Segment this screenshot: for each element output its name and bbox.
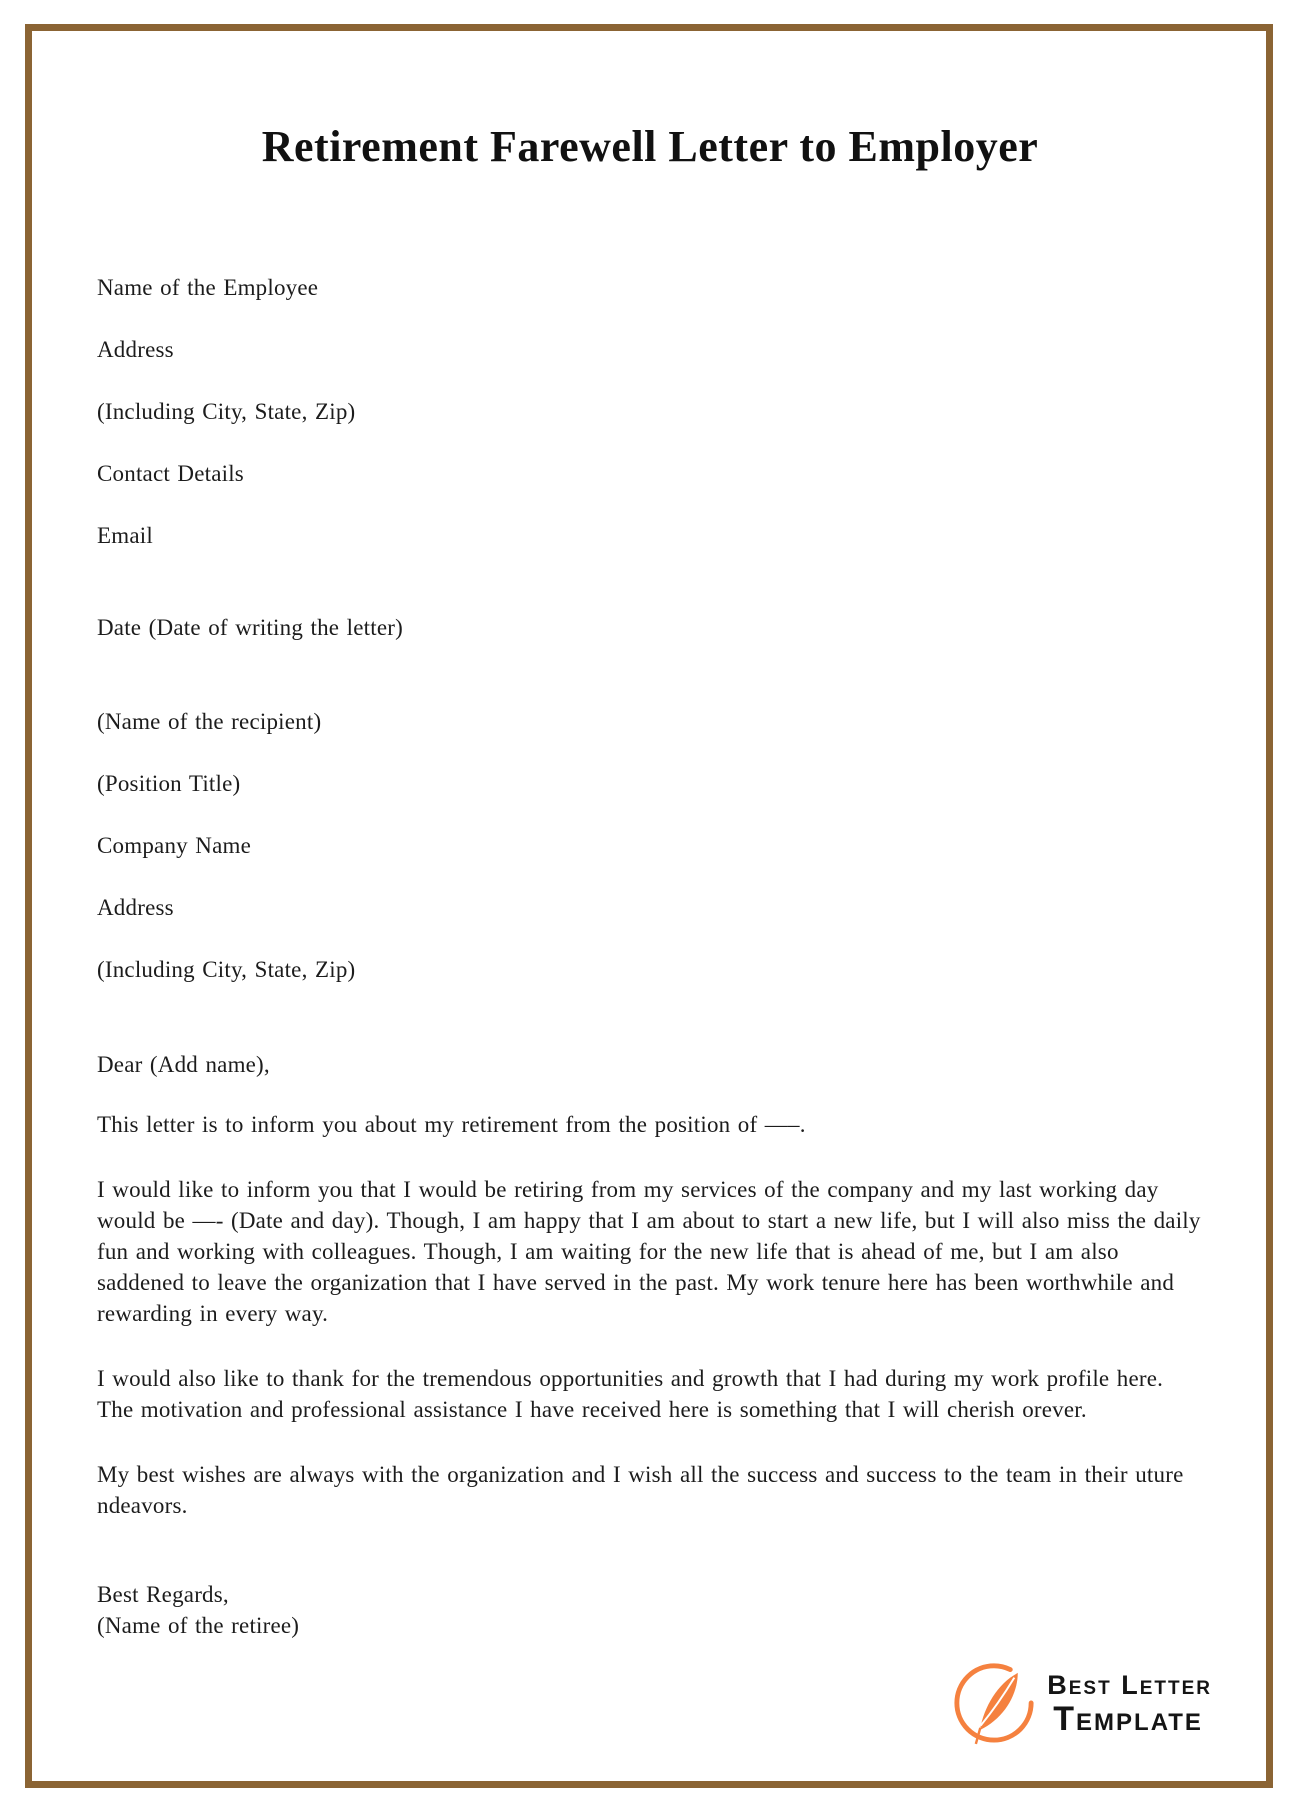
- recipient-position-line: (Position Title): [97, 771, 241, 796]
- recipient-name-line: (Name of the recipient): [97, 709, 322, 734]
- body-paragraph: I would also like to thank for the tremendous opportunities and growth that I had during my work profile here. The motivation and professional assistance I have received here is something that I will cherish orever.: [97, 1366, 1164, 1422]
- sender-name-line: Name of the Employee: [97, 275, 319, 300]
- logo-line-best-letter: Best Letter: [1047, 1669, 1212, 1700]
- sender-city-state-zip-line: (Including City, State, Zip): [97, 399, 356, 424]
- body-paragraph: My best wishes are always with the organization and I wish all the success and success to the team in their uture ndeavors.: [97, 1462, 1184, 1518]
- page-title: Retirement Farewell Letter to Employer: [261, 122, 1039, 171]
- feather-logo-icon: [951, 1652, 1037, 1755]
- logo-wordmark: [1047, 1669, 1212, 1738]
- recipient-address-line: Address: [97, 895, 174, 920]
- sender-email-line: Email: [97, 523, 153, 548]
- closing-block: [97, 1579, 1205, 1641]
- best-letter-template-logo: [951, 1652, 1212, 1755]
- recipient-city-state-zip-line: (Including City, State, Zip): [97, 957, 356, 982]
- date-line: Date (Date of writing the letter): [97, 615, 403, 640]
- closing-signature-name: (Name of the retiree): [97, 1613, 300, 1638]
- recipient-company-line: Company Name: [97, 833, 252, 858]
- body-paragraph: This letter is to inform you about my retirement from the position of —–.: [97, 1112, 806, 1137]
- closing-regards: Best Regards,: [97, 1582, 229, 1607]
- letter-content: [0, 272, 1300, 1641]
- body-paragraph: I would like to inform you that I would be retiring from my services of the company and my last working day would be —- (Date and day). Though, I am happy that I am about to start a new life, but I will also miss the daily fun and working with colleagues. Though, I am waiting for the new life that is ahead of me, but I am also saddened to leave the organization that I have served in the past. My work tenure here has been worthwhile and rewarding in every way.: [97, 1177, 1201, 1326]
- salutation-line: Dear (Add name),: [97, 1052, 270, 1077]
- logo-line-template: Template: [1053, 1699, 1203, 1738]
- sender-address-line: Address: [97, 337, 174, 362]
- sender-contact-line: Contact Details: [97, 461, 244, 486]
